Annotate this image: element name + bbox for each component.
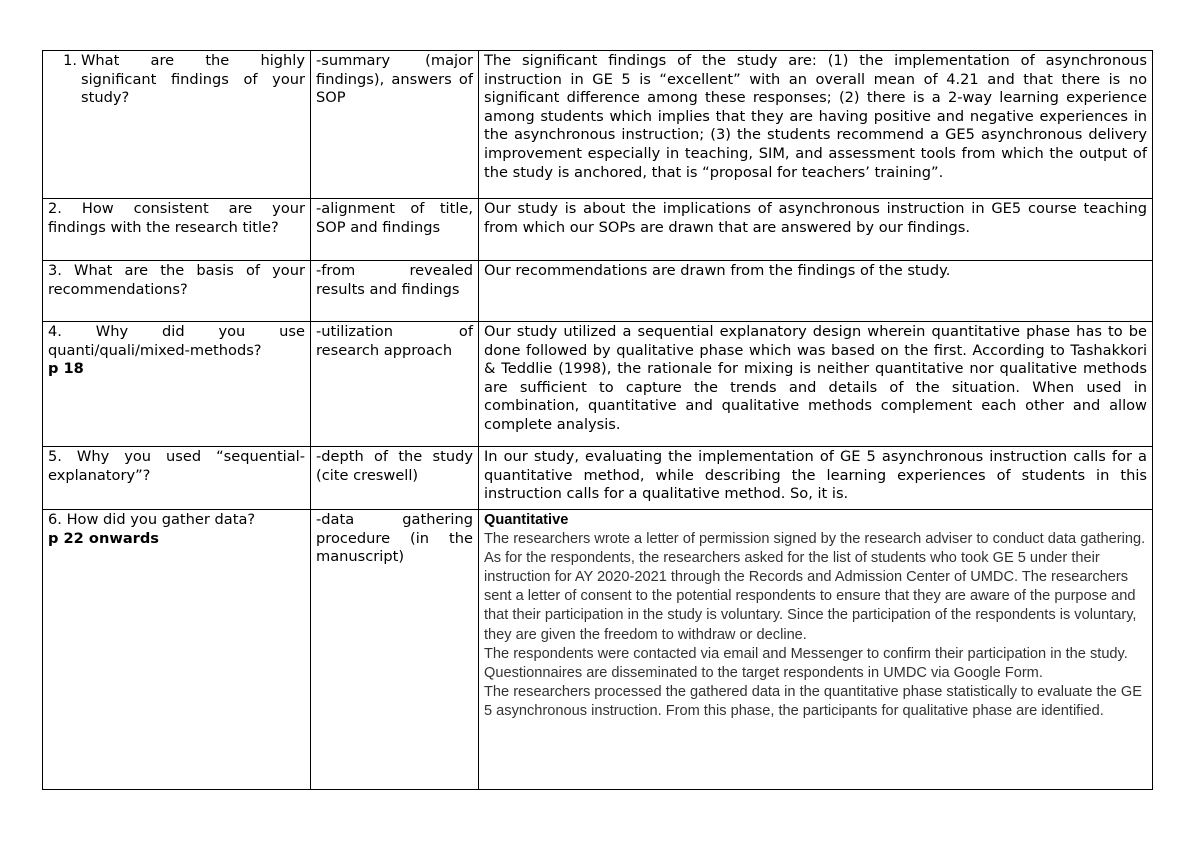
answer-cell: Our recommendations are drawn from the findings of the study. [479,261,1153,322]
question-text: 4. Why did you use quanti/quali/mixed-methods? [48,323,305,359]
question-cell: 3. What are the basis of your recommendations? [43,261,311,322]
page-reference: p 22 onwards [48,529,159,547]
qa-table [42,50,1153,790]
answer-cell [479,510,1153,790]
notes-cell: -utilization of research approach [311,322,479,447]
answer-paragraph: The researchers processed the gathered data in the quantitative phase statistically to evaluate the GE 5 asynchronous instruction. From this phase, the participants for qualitative phase are identified. [484,684,1142,720]
table-row [43,510,1153,790]
answer-paragraph: The respondents were contacted via email and Messenger to confirm their participation in the study. Questionnaires are disseminated to the target respondents in UMDC via Google Form. [484,645,1128,682]
notes-cell: -depth of the study (cite creswell) [311,447,479,510]
answer-heading: Quantitative [484,512,569,528]
answer-cell: Our study utilized a sequential explanatory design wherein quantitative phase has to be done followed by qualitative phase which was based on the first. According to Tashakkori & Teddlie (1998), the rationale for mixing is neither quantitative nor qualitative methods are sufficient to capture the trends and details of the situation. When used in combination, quantitative and qualitative methods complement each other and allow complete analysis. [479,322,1153,447]
page-reference: p 18 [48,360,84,378]
question-cell [43,51,311,199]
answer-paragraph: The researchers wrote a letter of permission signed by the research adviser to conduct data gathering. As for the respondents, the researchers asked for the list of students who took GE 5 under their instruction for AY 2020-2021 through the Records and Admission Center of UMDC. The researchers sent a letter of consent to the potential respondents to ensure that they are aware of the purpose and that their participation in the study is voluntary. Since the participation of the respondents is voluntary, they are given the freedom to withdraw or decline. [484,530,1146,643]
question-number: 1. [63,52,77,69]
table-row [43,51,1153,199]
answer-cell: The significant findings of the study are: (1) the implementation of asynchronous instruction in GE 5 is “excellent” with an overall mean of 4.21 and that there is no significant difference among these responses; (2) there is a 2-way learning experience among students which implies that they are having positive and negative experiences in the asynchronous instruction; (3) the students recommend a GE5 asynchronous delivery improvement especially in teaching, SIM, and assessment tools from which the output of the study is anchored, that is “proposal for teachers’ training”. [479,51,1153,199]
answer-cell: Our study is about the implications of asynchronous instruction in GE5 course teaching from which our SOPs are drawn that are answered by our findings. [479,199,1153,261]
table-row [43,447,1153,510]
question-cell [43,510,311,790]
question-cell: 2. How consistent are your findings with the research title? [43,199,311,261]
table-row [43,322,1153,447]
answer-cell: In our study, evaluating the implementation of GE 5 asynchronous instruction calls for a quantitative method, while describing the learning experiences of students in this instruction calls for a qualitative method. So, it is. [479,447,1153,510]
table-row [43,261,1153,322]
question-cell: 5. Why you used “sequential-explanatory”? [43,447,311,510]
notes-cell: -summary (major findings), answers of SOP [311,51,479,199]
question-cell [43,322,311,447]
question-text: 6. How did you gather data? [48,511,256,528]
notes-cell: -alignment of title, SOP and findings [311,199,479,261]
table-row [43,199,1153,261]
notes-cell: -from revealed results and findings [311,261,479,322]
notes-cell: -data gathering procedure (in the manuscript) [311,510,479,790]
question-text: What are the highly significant findings of your study? [81,52,305,107]
